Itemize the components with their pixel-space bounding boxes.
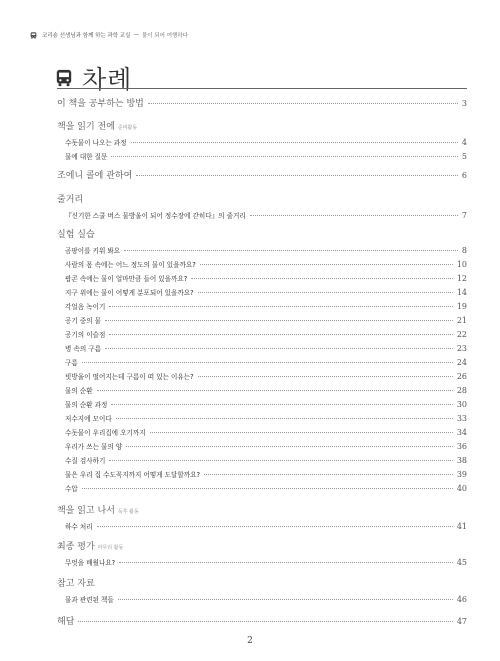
- toc-page-number: 7: [461, 211, 467, 220]
- toc-item[interactable]: [65, 287, 467, 297]
- toc-page-number: 24: [456, 358, 467, 367]
- section-title: 책을 읽고 나서: [57, 506, 115, 516]
- toc-item-title: 수압: [65, 485, 78, 493]
- toc-item-title: 저수지에 모이다: [65, 415, 112, 423]
- dot-leader: [250, 215, 458, 216]
- toc-entry-title: 조에니 콜에 관하여: [57, 171, 133, 181]
- toc-item-title: 공기 중의 물: [65, 317, 102, 325]
- dot-leader: [82, 362, 453, 363]
- dot-leader: [150, 432, 453, 433]
- header-series-title: 코리숑 선생님과 함께 하는 과학 교실: [42, 33, 131, 39]
- toc-section-final: [57, 539, 123, 552]
- dot-leader: [126, 446, 453, 447]
- header-subtitle: 물이 되어 여행하다: [141, 33, 188, 39]
- section-title: 실험 실습: [57, 230, 95, 240]
- toc-entry-intro[interactable]: [57, 96, 467, 109]
- toc-entry-title: 이 책을 공부하는 방법: [57, 99, 144, 109]
- toc-page-number: 41: [456, 522, 467, 531]
- page-title: [55, 60, 132, 96]
- bus-icon: [55, 69, 73, 87]
- toc-page-number: 33: [456, 414, 467, 423]
- toc-item[interactable]: [65, 385, 467, 395]
- toc-page-number: 5: [461, 152, 467, 161]
- toc-page-number: 23: [456, 344, 467, 353]
- toc-page-number: 21: [456, 316, 467, 325]
- toc-item[interactable]: [65, 455, 467, 465]
- dot-leader: [111, 156, 457, 157]
- toc-item[interactable]: [65, 259, 467, 269]
- dot-leader: [111, 404, 452, 405]
- toc-page-number: 47: [456, 617, 467, 626]
- section-title: 최종 평가: [57, 542, 95, 552]
- toc-page-number: 36: [456, 442, 467, 451]
- page-number: 2: [247, 636, 253, 646]
- title-divider: [57, 88, 467, 89]
- dot-leader: [119, 562, 453, 563]
- dot-leader: [118, 599, 453, 600]
- toc-item-title: 수돗물이 나오는 과정: [65, 139, 127, 147]
- dot-leader: [200, 264, 453, 265]
- toc-page-number: 28: [456, 386, 467, 395]
- dot-leader: [82, 488, 453, 489]
- toc-page-number: 12: [456, 274, 467, 283]
- page-title-text: 차례: [82, 65, 133, 94]
- toc-page-number: 10: [456, 260, 467, 269]
- toc-item[interactable]: [65, 427, 467, 437]
- bus-icon: [30, 32, 37, 39]
- toc-item[interactable]: [65, 343, 467, 353]
- toc-entry-answers[interactable]: [57, 614, 467, 627]
- toc-item[interactable]: [65, 315, 467, 325]
- toc-item-title: 무엇을 배웠나요?: [65, 559, 116, 567]
- toc-section-story: [57, 192, 83, 205]
- toc-page-number: 14: [456, 288, 467, 297]
- dot-leader: [124, 250, 458, 251]
- toc-page-number: 30: [456, 400, 467, 409]
- dot-leader: [198, 292, 453, 293]
- toc-section-after: [57, 503, 139, 516]
- toc-item[interactable]: [65, 521, 467, 531]
- dot-leader: [105, 348, 453, 349]
- toc-item[interactable]: [65, 371, 467, 381]
- toc-page-number: 19: [456, 302, 467, 311]
- toc-page-number: 46: [456, 595, 467, 604]
- dot-leader: [136, 175, 458, 176]
- dot-leader: [191, 278, 453, 279]
- dot-leader: [105, 320, 453, 321]
- toc-item[interactable]: [65, 413, 467, 423]
- toc-page-number: 39: [456, 470, 467, 479]
- dot-leader: [148, 103, 458, 104]
- header-dash: —: [133, 32, 139, 38]
- toc-item-title: 우리가 쓰는 물의 양: [65, 443, 123, 451]
- toc-item[interactable]: [65, 357, 467, 367]
- section-subtitle: 독후 활동: [117, 509, 139, 515]
- toc-page-number: 45: [456, 558, 467, 567]
- dot-leader: [109, 460, 452, 461]
- toc-item-title: 병 속의 구름: [65, 345, 102, 353]
- section-title: 책을 읽기 전에: [57, 122, 115, 132]
- toc-item-title: 하수 처리: [65, 523, 93, 531]
- toc-item-title: 물에 대한 질문: [65, 153, 108, 161]
- toc-item[interactable]: [65, 399, 467, 409]
- toc-entry-joenier[interactable]: [57, 168, 467, 181]
- toc-item[interactable]: [65, 137, 467, 147]
- toc-item-title: 물의 순환 과정: [65, 401, 108, 409]
- section-title: 참고 자료: [57, 579, 95, 589]
- toc-item[interactable]: [65, 441, 467, 451]
- dot-leader: [116, 418, 453, 419]
- toc-item[interactable]: [65, 210, 467, 220]
- section-subtitle: 준비활동: [117, 125, 138, 131]
- toc-page-number: 22: [456, 330, 467, 339]
- toc-item[interactable]: [65, 301, 467, 311]
- toc-item-title: 수질 검사하기: [65, 457, 106, 465]
- toc-page-number: 40: [456, 484, 467, 493]
- toc-item-title: 수돗물이 우리집에 오기까지: [65, 429, 146, 437]
- section-subtitle: 마무리 활동: [97, 545, 124, 551]
- running-header: [30, 31, 188, 39]
- toc-item[interactable]: [65, 483, 467, 493]
- toc-item[interactable]: [65, 273, 467, 283]
- dot-leader: [97, 390, 453, 391]
- toc-item-title: 사람의 몸 속에는 어느 정도의 물이 있을까요?: [65, 261, 196, 269]
- toc-page-number: 6: [461, 171, 467, 180]
- toc-item[interactable]: [65, 151, 467, 161]
- toc-item-title: 팝콘 속에는 물이 얼마만큼 들어 있을까요?: [65, 275, 188, 283]
- toc-item[interactable]: [65, 329, 467, 339]
- dot-leader: [204, 474, 453, 475]
- toc-item-title: 곰팡이를 키워 봐요: [65, 247, 121, 255]
- toc-item[interactable]: [65, 557, 467, 567]
- toc-item-title: 구름: [65, 359, 78, 367]
- dot-leader: [131, 142, 458, 143]
- dot-leader: [109, 306, 452, 307]
- toc-item[interactable]: [65, 245, 467, 255]
- toc-item-title: 지구 위에는 물이 어떻게 분포되어 있을까요?: [65, 289, 194, 297]
- toc-page-number: 8: [461, 246, 467, 255]
- toc-item-title: 물과 관련된 책들: [65, 596, 114, 604]
- toc-page-number: 34: [456, 428, 467, 437]
- dot-leader: [97, 526, 453, 527]
- toc-item[interactable]: [65, 594, 467, 604]
- dot-leader: [78, 621, 452, 622]
- toc-item[interactable]: [65, 469, 467, 479]
- toc-item-title: 공기의 이슬점: [65, 331, 106, 339]
- section-title: 줄거리: [57, 195, 84, 205]
- toc-item-title: 『신기한 스쿨 버스 물방울이 되어 정수장에 갇히다』의 줄거리: [65, 212, 246, 220]
- toc-page-number: 3: [461, 99, 467, 108]
- toc-item-title: 빗방울이 떨어지는데 구름이 떠 있는 이유는?: [65, 373, 194, 381]
- toc-item-title: 각얼음 녹이기: [65, 303, 106, 311]
- toc-entry-title: 해답: [57, 617, 75, 627]
- toc-page-number: 38: [456, 456, 467, 465]
- toc-section-refs: [57, 576, 95, 589]
- toc-section-before: [57, 119, 137, 132]
- toc-item-title: 물의 순환: [65, 387, 93, 395]
- toc-page-number: 26: [456, 372, 467, 381]
- toc-item-title: 물은 우리 집 수도꼭지까지 어떻게 도달할까요?: [65, 471, 201, 479]
- toc-section-lab: [57, 227, 95, 240]
- dot-leader: [198, 376, 453, 377]
- dot-leader: [109, 334, 452, 335]
- toc-page-number: 4: [461, 138, 467, 147]
